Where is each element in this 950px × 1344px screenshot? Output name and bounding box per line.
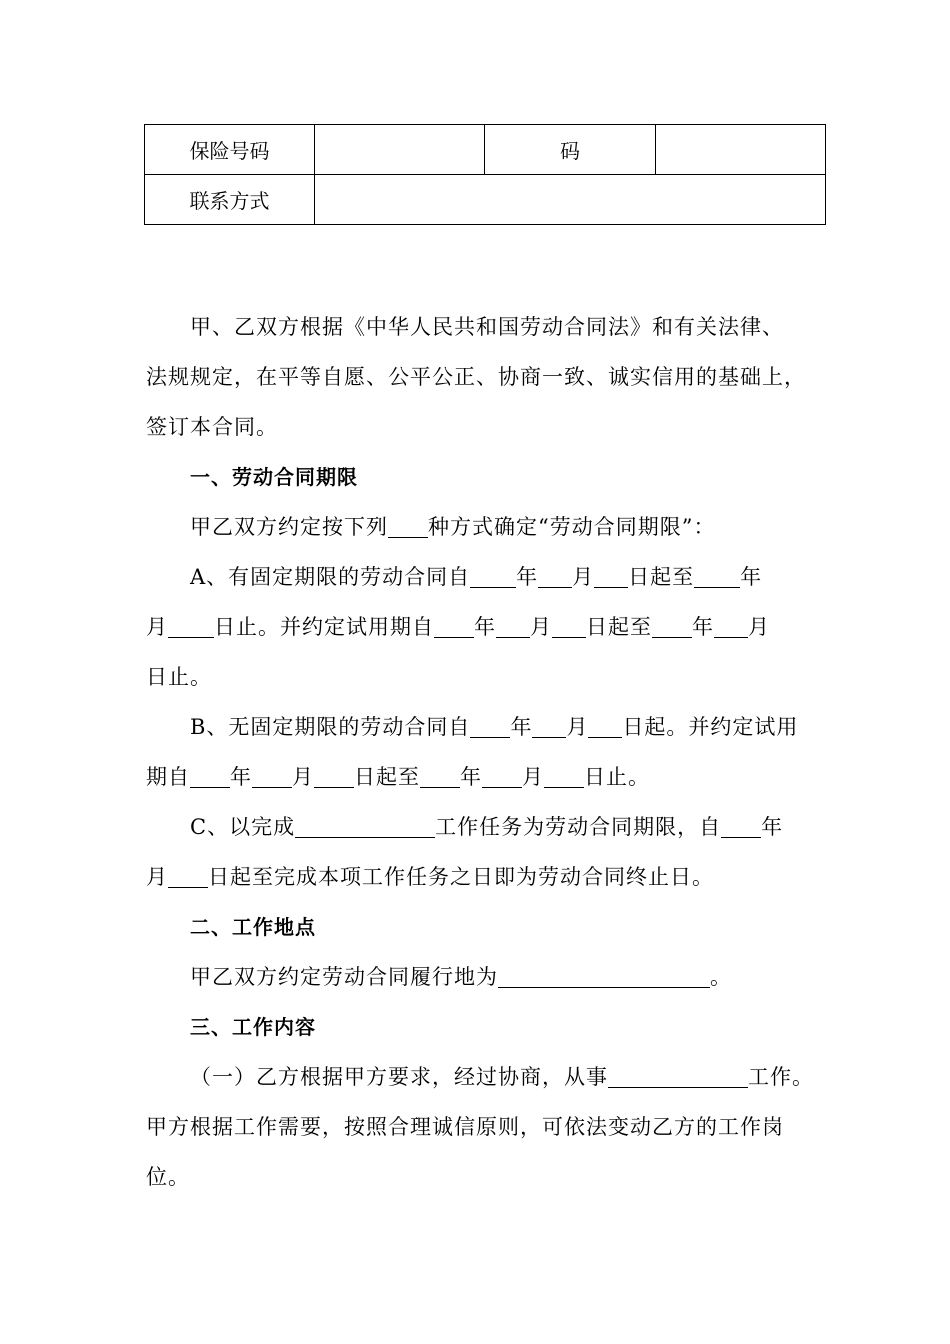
blank-field[interactable] (168, 613, 214, 638)
blank-field[interactable] (168, 863, 208, 888)
blank-field[interactable] (532, 713, 566, 738)
section-heading-content: 三、工作内容 (190, 1015, 316, 1039)
location-line: 甲乙双方约定劳动合同履行地为 。 (190, 965, 732, 989)
blank-field[interactable] (470, 563, 516, 588)
blank-field[interactable] (714, 613, 748, 638)
blank-field[interactable] (498, 963, 710, 988)
contact-cell[interactable] (315, 175, 826, 225)
section-heading-location: 二、工作地点 (190, 915, 316, 939)
info-table (144, 124, 826, 225)
preamble-line: 法规规定，在平等自愿、公平公正、协商一致、诚实信用的基础上， (146, 365, 806, 389)
blank-field[interactable] (252, 763, 292, 788)
term-intro: 甲乙双方约定按下列 种方式确定“劳动合同期限”： (190, 515, 716, 539)
blank-field[interactable] (552, 613, 586, 638)
contact-label: 联系方式 (145, 175, 315, 225)
contract-body (146, 302, 826, 1202)
blank-field[interactable] (190, 763, 230, 788)
option-a-line1: A、有固定期限的劳动合同自 年 月 日起至 年 (190, 565, 763, 589)
blank-field[interactable] (420, 763, 460, 788)
preamble-line: 签订本合同。 (146, 415, 278, 439)
option-c-line1: C、以完成 工作任务为劳动合同期限，自 年 (190, 815, 784, 839)
blank-field[interactable] (496, 613, 530, 638)
blank-field[interactable] (314, 763, 354, 788)
blank-field[interactable] (588, 713, 622, 738)
code-cell[interactable] (656, 125, 826, 175)
blank-field[interactable] (652, 613, 692, 638)
insurance-number-cell[interactable] (315, 125, 485, 175)
section-heading-term: 一、劳动合同期限 (190, 465, 358, 489)
blank-field[interactable] (608, 1063, 748, 1088)
blank-field[interactable] (434, 613, 474, 638)
blank-field[interactable] (388, 513, 428, 538)
option-a-line2: 月 日止。并约定试用期自 年 月 日起至 年 月 (146, 615, 770, 639)
blank-field[interactable] (694, 563, 740, 588)
option-b-line1: B、无固定期限的劳动合同自 年 月 日起。并约定试用 (190, 715, 799, 739)
preamble-line: 甲、乙双方根据《中华人民共和国劳动合同法》和有关法律、 (190, 315, 784, 339)
content-line2: 甲方根据工作需要，按照合理诚信原则，可依法变动乙方的工作岗 (146, 1115, 784, 1139)
option-b-line2: 期自 年 月 日起至 年 月 日止。 (146, 765, 650, 789)
blank-field[interactable] (721, 813, 761, 838)
blank-field[interactable] (544, 763, 584, 788)
blank-field[interactable] (538, 563, 572, 588)
blank-field[interactable] (594, 563, 628, 588)
code-label: 码 (485, 125, 656, 175)
insurance-number-label: 保险号码 (145, 125, 315, 175)
content-line3: 位。 (146, 1165, 190, 1189)
table-row (145, 125, 826, 175)
content-line1: （一）乙方根据甲方要求，经过协商，从事 工作。 (190, 1065, 814, 1089)
blank-field[interactable] (470, 713, 510, 738)
blank-field[interactable] (482, 763, 522, 788)
option-a-line3: 日止。 (146, 665, 212, 689)
table-row (145, 175, 826, 225)
blank-field[interactable] (295, 813, 435, 838)
option-c-line2: 月 日起至完成本项工作任务之日即为劳动合同终止日。 (146, 865, 714, 889)
